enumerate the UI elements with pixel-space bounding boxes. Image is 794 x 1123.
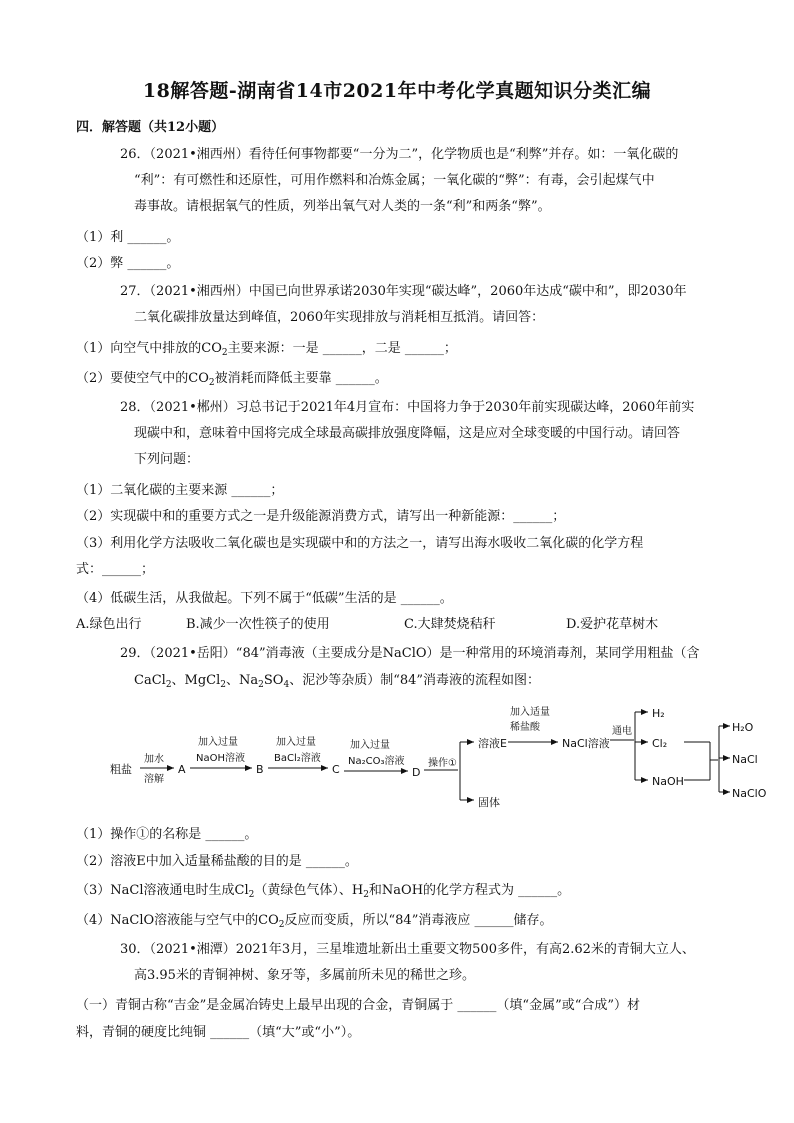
- flow-naclo: NaClO: [732, 787, 767, 800]
- flow-step2-b: BaCl₂溶液: [274, 753, 321, 764]
- q26-line2: “利”：有可燃性和还原性，可用作燃料和冶炼金属；一氧化碳的“弊”：有毒，会引起煤气中: [134, 173, 655, 188]
- flow-step3-a: 加入过量: [350, 740, 390, 751]
- flow-node-d: D: [412, 766, 421, 779]
- flow-operation-1: 操作①: [428, 758, 457, 769]
- flow-add-water: 加水: [144, 754, 164, 765]
- q28-option-b: B.减少一次性筷子的使用: [186, 617, 330, 632]
- flow-step1-a: 加入过量: [198, 737, 238, 748]
- q29-part2: （2）溶液E中加入适量稀盐酸的目的是 ______。: [76, 854, 358, 869]
- q29-part4: （4）NaClO溶液能与空气中的$CO_2$反应而变质，所以“84”消毒液应 ______储存。: [76, 913, 553, 930]
- q29-part1: （1）操作①的名称是 ______。: [76, 827, 258, 842]
- q28-option-a: A.绿色出行: [76, 617, 142, 632]
- q30-line1: 30．（2021•湘潭）2021年3月，三星堆遗址新出土重要文物500多件，有高2.62米的青铜大立人、: [120, 942, 695, 957]
- q27-part2: （2）要使空气中的$CO_2$被消耗而降低主要靠 ______。: [76, 371, 388, 388]
- q28-option-d: D.爱护花草树木: [566, 617, 659, 632]
- flow-h2o: H₂O: [732, 721, 754, 734]
- q30-line3: （一）青铜古称“吉金”是金属冶铸史上最早出现的合金，青铜属于 ______（填“金属”或“合成”）材: [76, 998, 641, 1013]
- flow-node-c: C: [332, 763, 340, 776]
- flow-step1-b: NaOH溶液: [196, 753, 245, 764]
- flow-node-b: B: [256, 763, 264, 776]
- flow-naoh: NaOH: [652, 775, 684, 788]
- flow-nacl-solution: NaCl溶液: [562, 737, 610, 750]
- q30-line4: 料，青铜的硬度比纯铜 ______（填“大”或“小”）。: [76, 1025, 361, 1040]
- q26-line1: 26．（2021•湘西州）看待任何事物都要“一分为二”，化学物质也是“利弊”并存。如：一氧化碳的: [120, 147, 679, 162]
- flow-solution-e: 溶液E: [478, 737, 507, 750]
- q26-part1: （1）利 ______。: [76, 230, 180, 245]
- q26-line3: 毒事故。请根据氧气的性质，列举出氧气对人类的一条“利”和两条“弊”。: [134, 199, 551, 214]
- flow-solid: 固体: [478, 796, 500, 809]
- q28-part2: （2）实现碳中和的重要方式之一是升级能源消费方式，请写出一种新能源：______；: [76, 509, 566, 524]
- section-heading: 四．解答题（共12小题）: [76, 120, 225, 135]
- flow-step4-a: 加入适量: [510, 707, 550, 718]
- q28-part3-cont: 式：______；: [76, 562, 155, 577]
- flow-step4-b: 稀盐酸: [510, 722, 540, 733]
- flow-cl2: Cl₂: [652, 737, 668, 750]
- flow-nacl: NaCl: [732, 753, 758, 766]
- flow-electrolysis: 通电: [612, 726, 632, 737]
- q27-line1: 27．（2021•湘西州）中国已向世界承诺2030年实现“碳达峰”，2060年达成“碳中和”，即2030年: [120, 284, 687, 299]
- page-title: 18解答题-湖南省14市2021年中考化学真题知识分类汇编: [142, 80, 652, 102]
- flow-node-a: A: [178, 763, 186, 776]
- flow-dissolve: 溶解: [144, 774, 164, 785]
- q28-part1: （1）二氧化碳的主要来源 ______；: [76, 483, 284, 498]
- q27-part1: （1）向空气中排放的$CO_2$主要来源：一是 ______，二是 ______；: [76, 341, 457, 358]
- q27-line2: 二氧化碳排放量达到峰值，2060年实现排放与消耗相互抵消。请回答：: [134, 310, 545, 325]
- flow-crude-salt: 粗盐: [110, 763, 132, 776]
- flow-step3-b: Na₂CO₃溶液: [348, 756, 405, 767]
- q30-line2: 高3.95米的青铜神树、象牙等，多属前所未见的稀世之珍。: [134, 968, 475, 983]
- q28-part4: （4）低碳生活，从我做起。下列不属于“低碳”生活的是 ______。: [76, 591, 453, 606]
- q29-line1: 29．（2021•岳阳）“84”消毒液（主要成分是NaClO）是一种常用的环境消毒剂，某同学用粗盐（含: [120, 646, 700, 661]
- q28-option-c: C.大肆焚烧秸秆: [404, 617, 496, 632]
- flow-diagram: [104, 700, 774, 818]
- flow-h2: H₂: [652, 707, 665, 720]
- q26-part2: （2）弊 ______。: [76, 256, 180, 271]
- q28-line1: 28．（2021•郴州）习总书记于2021年4月宣布：中国将力争于2030年前实现碳达峰，2060年前实: [120, 400, 695, 415]
- q28-line3: 下列问题：: [134, 452, 200, 467]
- q29-part3: （3）NaCl溶液通电时生成$Cl_2$（黄绿色气体）、$H_2$和NaOH的化学方程式为 ______。: [76, 883, 571, 900]
- q28-part3: （3）利用化学方法吸收二氧化碳也是实现碳中和的方法之一，请写出海水吸收二氧化碳的化学方程: [76, 536, 644, 551]
- q28-line2: 现碳中和，意味着中国将完成全球最高碳排放强度降幅，这是应对全球变暖的中国行动。请回答: [134, 426, 681, 441]
- q29-line2: CaCl$_2$、MgCl$_2$、$Na_2SO_4$、泥沙等杂质）制“84”消毒液的流程如图：: [134, 673, 541, 690]
- flow-step2-a: 加入过量: [276, 737, 316, 748]
